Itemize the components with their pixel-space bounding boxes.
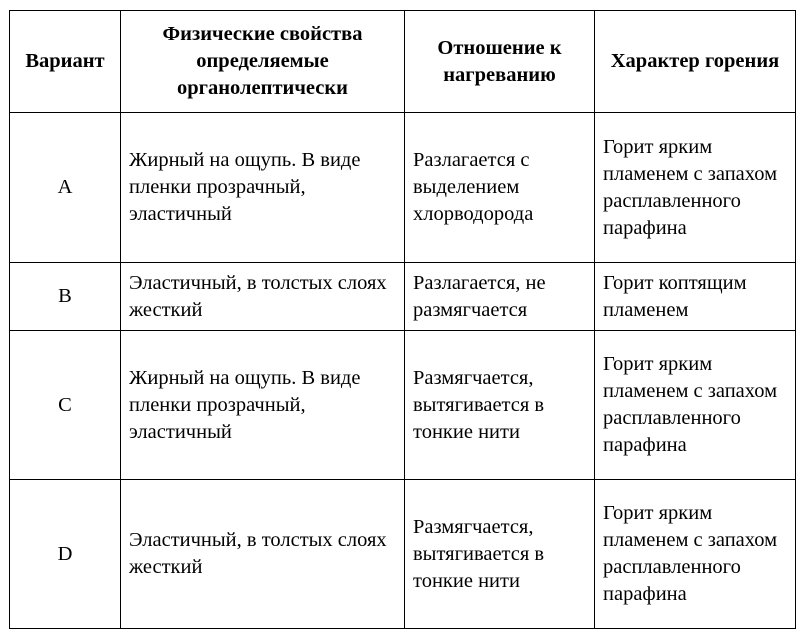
cell-physical: Жирный на ощупь. В виде пленки прозрачный, эластичный xyxy=(121,113,405,263)
header-physical-properties: Физические свойства определяемые органолептически xyxy=(121,11,405,113)
cell-burning: Горит ярким пламенем с запахом расплавленного парафина xyxy=(595,331,796,480)
table-header-row xyxy=(10,11,796,113)
table-row xyxy=(10,480,796,629)
header-heating: Отношение к нагреванию xyxy=(405,11,595,113)
cell-heating: Разлагается с выделением хлорводорода xyxy=(405,113,595,263)
cell-variant: D xyxy=(10,480,121,629)
table-row xyxy=(10,331,796,480)
cell-heating: Размягчается, вытягивается в тонкие нити xyxy=(405,331,595,480)
cell-variant: B xyxy=(10,263,121,331)
header-burning: Характер горения xyxy=(595,11,796,113)
cell-variant: C xyxy=(10,331,121,480)
cell-variant: A xyxy=(10,113,121,263)
properties-table xyxy=(9,10,796,629)
cell-burning: Горит коптящим пламенем xyxy=(595,263,796,331)
header-variant: Вариант xyxy=(10,11,121,113)
cell-physical: Эластичный, в толстых слоях жесткий xyxy=(121,480,405,629)
cell-heating: Размягчается, вытягивается в тонкие нити xyxy=(405,480,595,629)
table-row xyxy=(10,263,796,331)
cell-heating: Разлагается, не размягчается xyxy=(405,263,595,331)
cell-physical: Жирный на ощупь. В виде пленки прозрачный, эластичный xyxy=(121,331,405,480)
cell-burning: Горит ярким пламенем с запахом расплавленного парафина xyxy=(595,113,796,263)
cell-burning: Горит ярким пламенем с запахом расплавленного парафина xyxy=(595,480,796,629)
cell-physical: Эластичный, в толстых слоях жесткий xyxy=(121,263,405,331)
table-row xyxy=(10,113,796,263)
